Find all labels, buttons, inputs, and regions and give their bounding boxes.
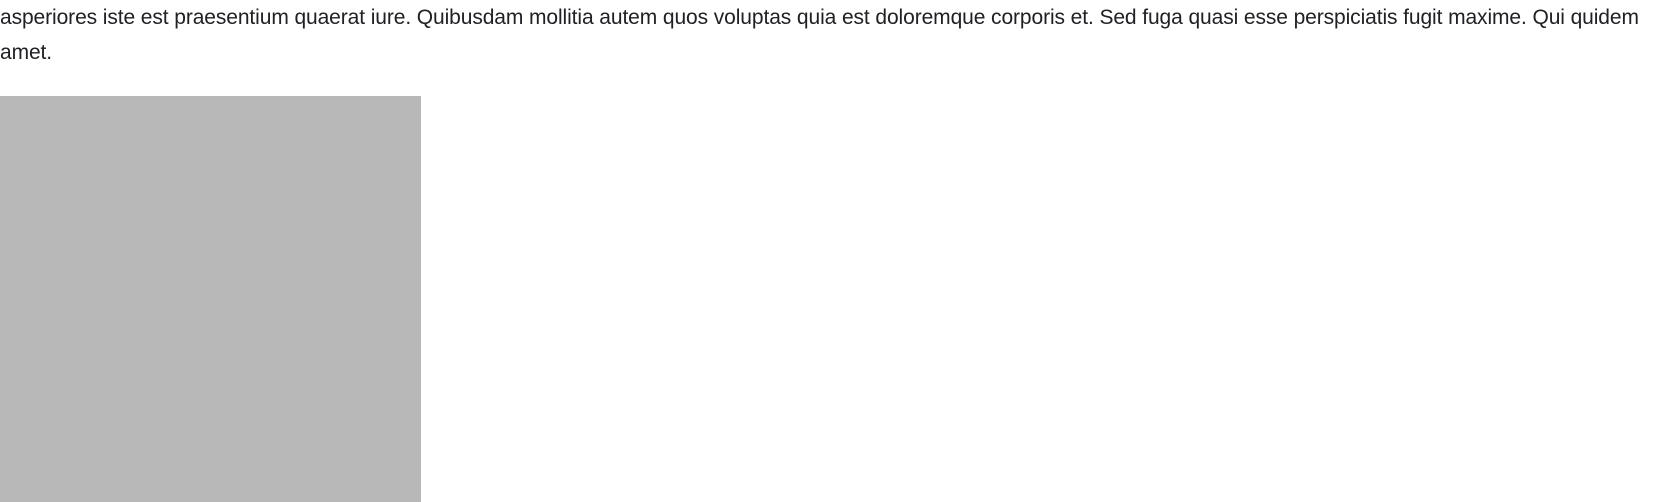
article-paragraph: asperiores iste est praesentium quaerat iure. Quibusdam mollitia autem quos voluptas quia est doloremque corporis et. Sed fuga quasi esse perspiciatis fugit maxime. Qui quidem amet. [0,6,1639,64]
image-placeholder [0,96,421,502]
